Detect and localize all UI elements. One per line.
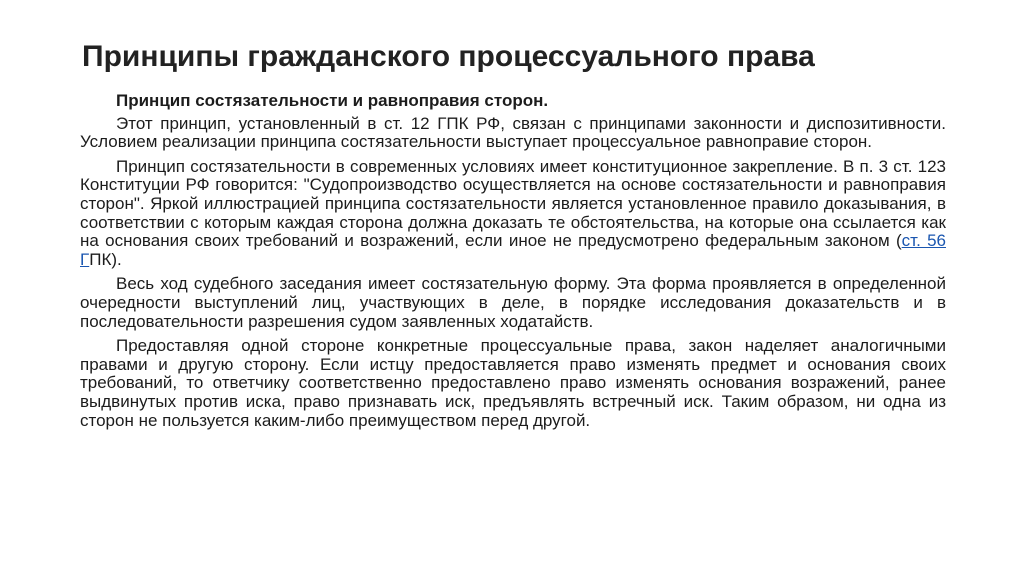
paragraph-2-tail: ПК). xyxy=(89,249,122,269)
paragraph-2 xyxy=(80,158,946,270)
slide-title: Принципы гражданского процессуального права xyxy=(82,40,815,73)
paragraph-2-text: Принцип состязательности в современных условиях имеет конституционное закрепление. В п. 3 ст. 123 Конституции РФ говорится: "Судопроизводство осуществляется на основе состязательности и равноправия сторон". Яркой иллюстрацией принципа состязательности является установленное правило доказывания, в соответствии с которым каждая сторона должна доказать те обстоятельства, на которые она ссылается как на основания своих требований и возражений, если иное не предусмотрено федеральным законом ( xyxy=(80,156,946,251)
section-subheading: Принцип состязательности и равноправия сторон. xyxy=(116,91,549,110)
paragraph-4: Предоставляя одной стороне конкретные процессуальные права, закон наделяет аналогичными правами и другую сторону. Если истцу предоставляется право изменять предмет и основания своих требований, то ответчику соответственно предоставлено право изменять основания возражений, ранее выдвинутых против иска, право признавать иск, предъявлять встречный иск. Таким образом, ни одна из сторон не пользуется каким-либо преимуществом перед другой. xyxy=(80,336,946,430)
article-56-link[interactable]: ст. 56 Г xyxy=(80,231,946,269)
paragraph-1: Этот принцип, установленный в ст. 12 ГПК РФ, связан с принципами законности и диспозитивности. Условием реализации принципа состязательности выступает процессуальное равноправие сторон. xyxy=(80,113,946,152)
paragraph-3: Весь ход судебного заседания имеет состязательную форму. Эта форма проявляется в определенной очередности выступлений лиц, участвующих в деле, в порядке исследования доказательств и в последовательности разрешения судом заявленных ходатайств. xyxy=(80,274,946,331)
slide-content xyxy=(80,92,946,436)
